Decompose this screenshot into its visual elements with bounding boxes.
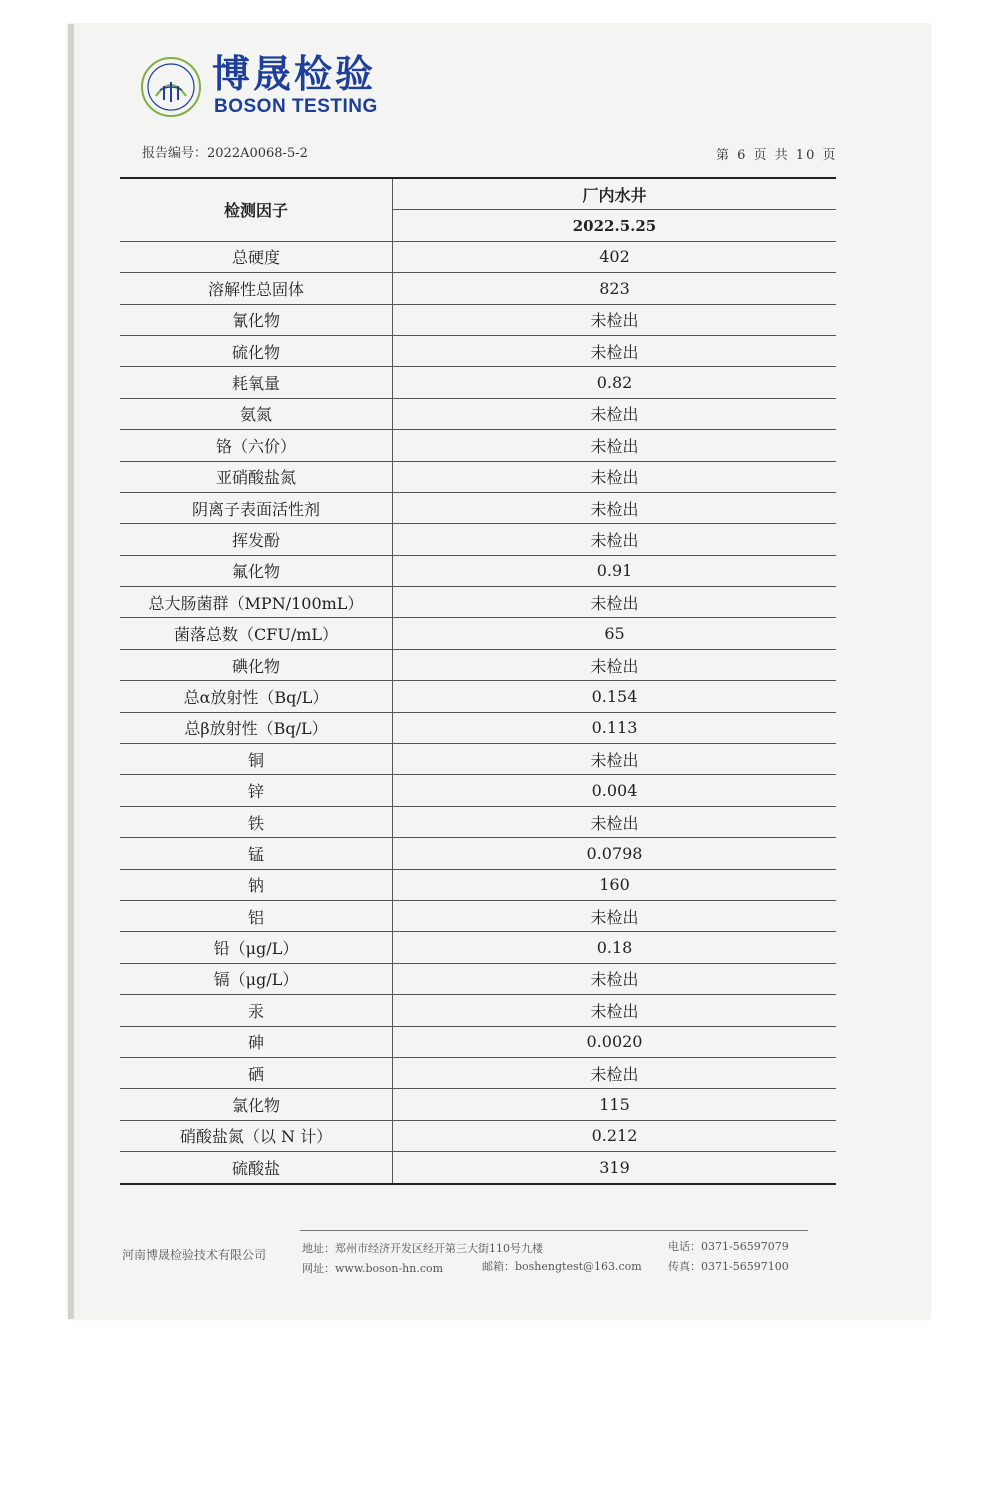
table-row xyxy=(120,775,836,806)
value-cell: 未检出 xyxy=(393,587,837,618)
value-cell: 未检出 xyxy=(393,398,837,429)
table-row xyxy=(120,932,836,963)
factor-cell: 阴离子表面活性剂 xyxy=(120,492,393,523)
table-row xyxy=(120,681,836,712)
footer-website: 网址：www.boson-hn.com xyxy=(302,1262,444,1275)
table-row xyxy=(120,555,836,586)
table-row xyxy=(120,1120,836,1151)
value-cell: 0.91 xyxy=(393,555,837,586)
value-cell: 319 xyxy=(393,1152,837,1184)
value-cell: 未检出 xyxy=(393,461,837,492)
table-row xyxy=(120,524,836,555)
brand-name-cn: 博晟检验 xyxy=(212,52,377,96)
report-number: 报告编号：2022A0068-5-2 xyxy=(142,146,308,161)
factor-cell: 铁 xyxy=(120,806,393,837)
factor-cell: 总β放射性（Bq/L） xyxy=(120,712,393,743)
factor-cell: 硝酸盐氮（以 N 计） xyxy=(120,1120,393,1151)
factor-cell: 铬（六价） xyxy=(120,430,393,461)
table-row xyxy=(120,869,836,900)
value-cell: 115 xyxy=(393,1089,837,1120)
factor-cell: 铝 xyxy=(120,900,393,931)
footer-phone: 电话：0371-56597079 xyxy=(668,1240,789,1253)
value-cell: 402 xyxy=(393,241,837,272)
footer-divider xyxy=(300,1230,808,1231)
value-cell: 未检出 xyxy=(393,1057,837,1088)
table-row xyxy=(120,649,836,680)
factor-cell: 挥发酚 xyxy=(120,524,393,555)
table-row xyxy=(120,1152,836,1184)
factor-cell: 镉（μg/L） xyxy=(120,963,393,994)
value-cell: 未检出 xyxy=(393,744,837,775)
value-cell: 0.0020 xyxy=(393,1026,837,1057)
table-row xyxy=(120,963,836,994)
footer-address: 地址：郑州市经济开发区经开第三大街110号九楼 xyxy=(302,1242,543,1255)
factor-cell: 砷 xyxy=(120,1026,393,1057)
value-cell: 未检出 xyxy=(393,900,837,931)
table-row xyxy=(120,1089,836,1120)
value-cell: 0.212 xyxy=(393,1120,837,1151)
value-cell: 823 xyxy=(393,273,837,304)
table-row xyxy=(120,838,836,869)
table-row xyxy=(120,461,836,492)
table-row xyxy=(120,273,836,304)
value-cell: 0.0798 xyxy=(393,838,837,869)
value-cell: 未检出 xyxy=(393,304,837,335)
factor-cell: 总大肠菌群（MPN/100mL） xyxy=(120,587,393,618)
table-row xyxy=(120,398,836,429)
page-number: 第 6 页 共 10 页 xyxy=(716,148,838,163)
factor-cell: 耗氧量 xyxy=(120,367,393,398)
value-cell: 未检出 xyxy=(393,524,837,555)
value-cell: 未检出 xyxy=(393,492,837,523)
value-cell: 未检出 xyxy=(393,649,837,680)
table-row xyxy=(120,618,836,649)
factor-cell: 菌落总数（CFU/mL） xyxy=(120,618,393,649)
sample-date-header: 2022.5.25 xyxy=(393,210,837,241)
factor-cell: 氰化物 xyxy=(120,304,393,335)
value-cell: 未检出 xyxy=(393,335,837,366)
factor-cell: 钠 xyxy=(120,869,393,900)
factor-cell: 溶解性总固体 xyxy=(120,273,393,304)
factor-cell: 亚硝酸盐氮 xyxy=(120,461,393,492)
factor-cell: 硒 xyxy=(120,1057,393,1088)
factor-cell: 氨氮 xyxy=(120,398,393,429)
value-cell: 160 xyxy=(393,869,837,900)
factor-cell: 铜 xyxy=(120,744,393,775)
factor-cell: 铅（μg/L） xyxy=(120,932,393,963)
logo-emblem-icon xyxy=(140,56,202,118)
table-header-row xyxy=(120,178,836,210)
footer-fax: 传真：0371-56597100 xyxy=(668,1260,789,1273)
brand-name-en: BOSON TESTING xyxy=(214,96,378,117)
factor-cell: 锰 xyxy=(120,838,393,869)
footer-company: 河南博晟检验技术有限公司 xyxy=(122,1248,267,1262)
factor-cell: 总硬度 xyxy=(120,241,393,272)
value-cell: 0.154 xyxy=(393,681,837,712)
table-row xyxy=(120,304,836,335)
table-row xyxy=(120,241,836,272)
factor-cell: 碘化物 xyxy=(120,649,393,680)
value-cell: 未检出 xyxy=(393,995,837,1026)
factor-cell: 硫酸盐 xyxy=(120,1152,393,1184)
table-row xyxy=(120,335,836,366)
value-cell: 0.18 xyxy=(393,932,837,963)
factor-cell: 氯化物 xyxy=(120,1089,393,1120)
factor-cell: 锌 xyxy=(120,775,393,806)
table-row xyxy=(120,712,836,743)
value-cell: 0.113 xyxy=(393,712,837,743)
table-row xyxy=(120,1057,836,1088)
value-cell: 未检出 xyxy=(393,430,837,461)
table-row xyxy=(120,367,836,398)
factor-column-header: 检测因子 xyxy=(120,178,393,241)
value-cell: 未检出 xyxy=(393,806,837,837)
test-results-table xyxy=(120,177,836,1185)
value-cell: 65 xyxy=(393,618,837,649)
company-logo xyxy=(140,52,400,122)
table-row xyxy=(120,492,836,523)
value-cell: 0.82 xyxy=(393,367,837,398)
page-edge xyxy=(68,24,74,1319)
factor-cell: 总α放射性（Bq/L） xyxy=(120,681,393,712)
factor-cell: 汞 xyxy=(120,995,393,1026)
table-row xyxy=(120,806,836,837)
location-header: 厂内水井 xyxy=(393,178,837,210)
table-row xyxy=(120,744,836,775)
factor-cell: 氟化物 xyxy=(120,555,393,586)
factor-cell: 硫化物 xyxy=(120,335,393,366)
footer-email: 邮箱：boshengtest@163.com xyxy=(482,1260,642,1273)
table-row xyxy=(120,1026,836,1057)
value-cell: 0.004 xyxy=(393,775,837,806)
table-row xyxy=(120,900,836,931)
table-row xyxy=(120,995,836,1026)
table-row xyxy=(120,430,836,461)
table-row xyxy=(120,587,836,618)
value-cell: 未检出 xyxy=(393,963,837,994)
